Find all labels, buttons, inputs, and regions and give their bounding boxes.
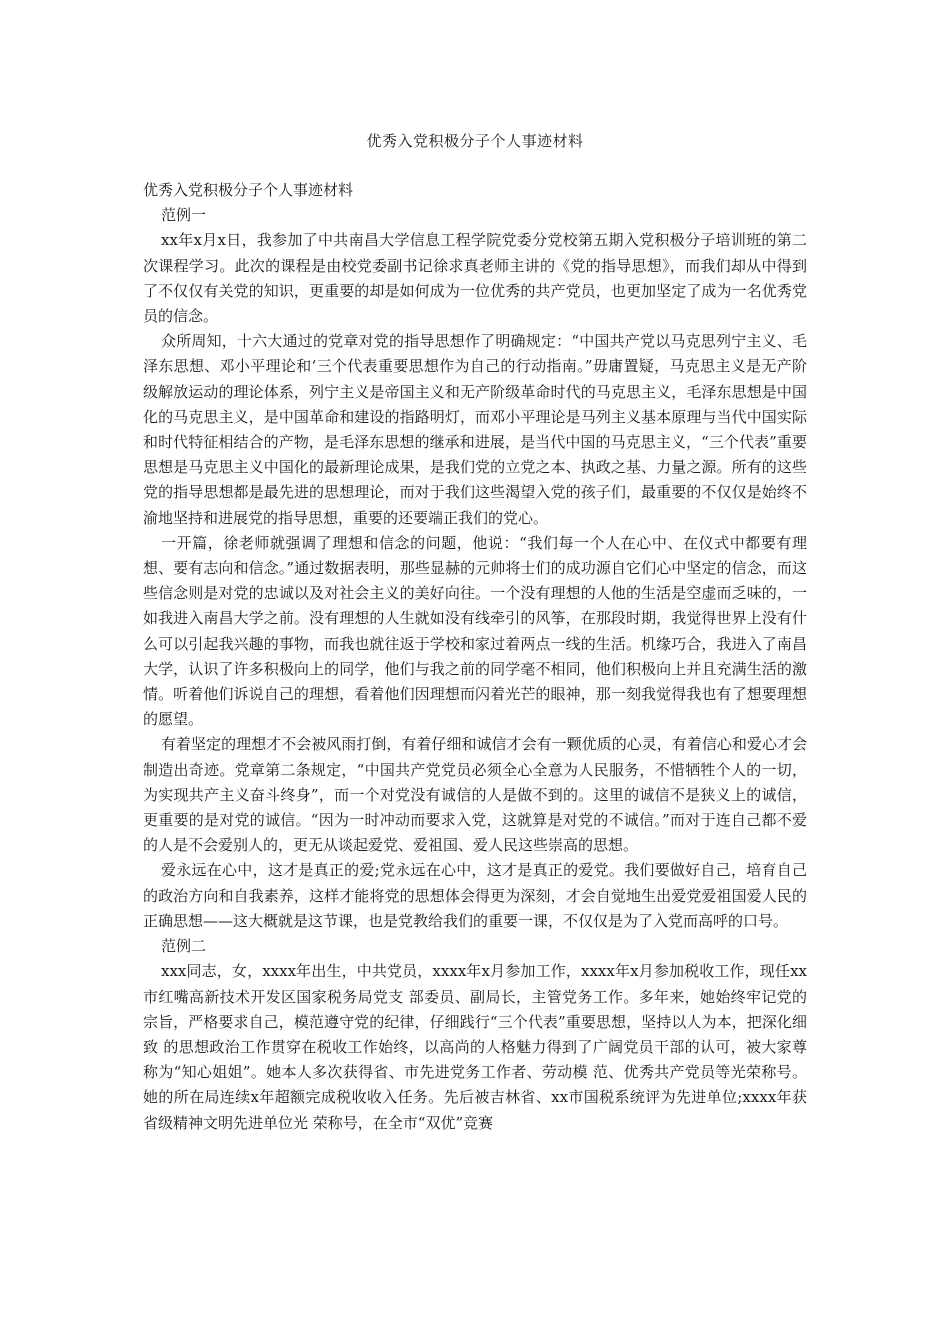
paragraph: xx年x月x日，我参加了中共南昌大学信息工程学院党委分党校第五期入党积极分子培训班的第二次课程学习。此次的课程是由校党委副书记徐求真老师主讲的《党的指导思想》，而我们却从中得到了不仅仅有关党的知识，更重要的却是如何成为一位优秀的共产党员，也更加坚定了成为一名优秀党员的信念。 bbox=[143, 231, 807, 326]
section-label-example-2: 范例二 bbox=[161, 937, 207, 956]
paragraph: 众所周知，十六大通过的党章对党的指导思想作了明确规定：“中国共产党以马克思列宁主义、毛泽东思想、邓小平理论和‘三个代表重要思想作为自己的行动指南。”毋庸置疑，马克思主义是无产阶级解放运动的理论体系，列宁主义是帝国主义和无产阶级革命时代的马克思主义，毛泽东思想是中国化的马克思主义，是中国革命和建设的指路明灯，而邓小平理论是马列主义基本原理与当代中国实际和时代特征相结合的产物，是毛泽东思想的继承和进展，是当代中国的马克思主义，“三个代表”重要思想是马克思主义中国化的最新理论成果，是我们党的立党之本、执政之基、力量之源。所有的这些党的指导思想都是最先进的思想理论，而对于我们这些渴望入党的孩子们，最重要的不仅仅是始终不渝地坚持和进展党的指导思想，重要的还要端正我们的党心。 bbox=[143, 332, 807, 527]
paragraph: xxx同志，女，xxxx年出生，中共党员，xxxx年x月参加工作，xxxx年x月参加税收工作，现任xx市红嘴高新技术开发区国家税务局党支 部委员、副局长，主管党务工作。多年来，她始终牢记党的宗旨，严格要求自己，模范遵守党的纪律，仔细践行“三个代表”重要思想，坚持以人为本，把深化细致 的思想政治工作贯穿在税收工作始终，以高尚的人格魅力得到了广阔党员干部的认可，被大家尊称为“知心姐姐”。她本人多次获得省、市先进党务工作者、劳动模 范、优秀共产党员等光荣称号。她的所在局连续x年超额完成税收收入任务。先后被吉林省、xx市国税系统评为先进单位;xxxx年获省级精神文明先进单位光 荣称号，在全市“双优”竞赛 bbox=[143, 962, 807, 1132]
paragraph: 一开篇，徐老师就强调了理想和信念的问题，他说：“我们每一个人在心中、在仪式中都要有理想、要有志向和信念。”通过数据表明，那些显赫的元帅将士们的成功源自它们心中坚定的信念，而这些信念则是对党的忠诚以及对社会主义的美好向往。一个没有理想的人他的生活是空虚而乏味的，一如我进入南昌大学之前。没有理想的人生就如没有线牵引的风筝，在那段时期，我觉得世界上没有什么可以引起我兴趣的事物，而我也就往返于学校和家过着两点一线的生活。机缘巧合，我进入了南昌大学，认识了许多积极向上的同学，他们与我之前的同学毫不相同，他们积极向上并且充满生活的激情。听着他们诉说自己的理想，看着他们因理想而闪着光芒的眼神，那一刻我觉得我也有了想要理想的愿望。 bbox=[143, 533, 807, 729]
document-title: 优秀入党积极分子个人事迹材料 bbox=[366, 132, 584, 150]
paragraph: 有着坚定的理想才不会被风雨打倒，有着仔细和诚信才会有一颗优质的心灵，有着信心和爱心才会制造出奇迹。党章第二条规定，“中国共产党党员必须全心全意为人民服务，不惜牺牲个人的一切，为实现共产主义奋斗终身”，而一个对党没有诚信的人是做不到的。这里的诚信不是狭义上的诚信，更重要的是对党的诚信。“因为一时冲动而要求入党，这就算是对党的不诚信。”而对于连自己都不爱的人是不会爱别人的，更无从谈起爱党、爱祖国、爱人民这些崇高的思想。 bbox=[143, 735, 807, 855]
section-label-example-1: 范例一 bbox=[161, 206, 207, 225]
document-subtitle: 优秀入党积极分子个人事迹材料 bbox=[143, 181, 354, 199]
paragraph: 爱永远在心中，这才是真正的爱;党永远在心中，这才是真正的爱党。我们要做好自己，培育自己的政治方向和自我素养，这样才能将党的思想体会得更为深刻，才会自觉地生出爱党爱祖国爱人民的正确思想——这大概就是这节课，也是党教给我们的重要一课，不仅仅是为了入党而高呼的口号。 bbox=[143, 861, 807, 930]
document-body bbox=[143, 178, 807, 1136]
